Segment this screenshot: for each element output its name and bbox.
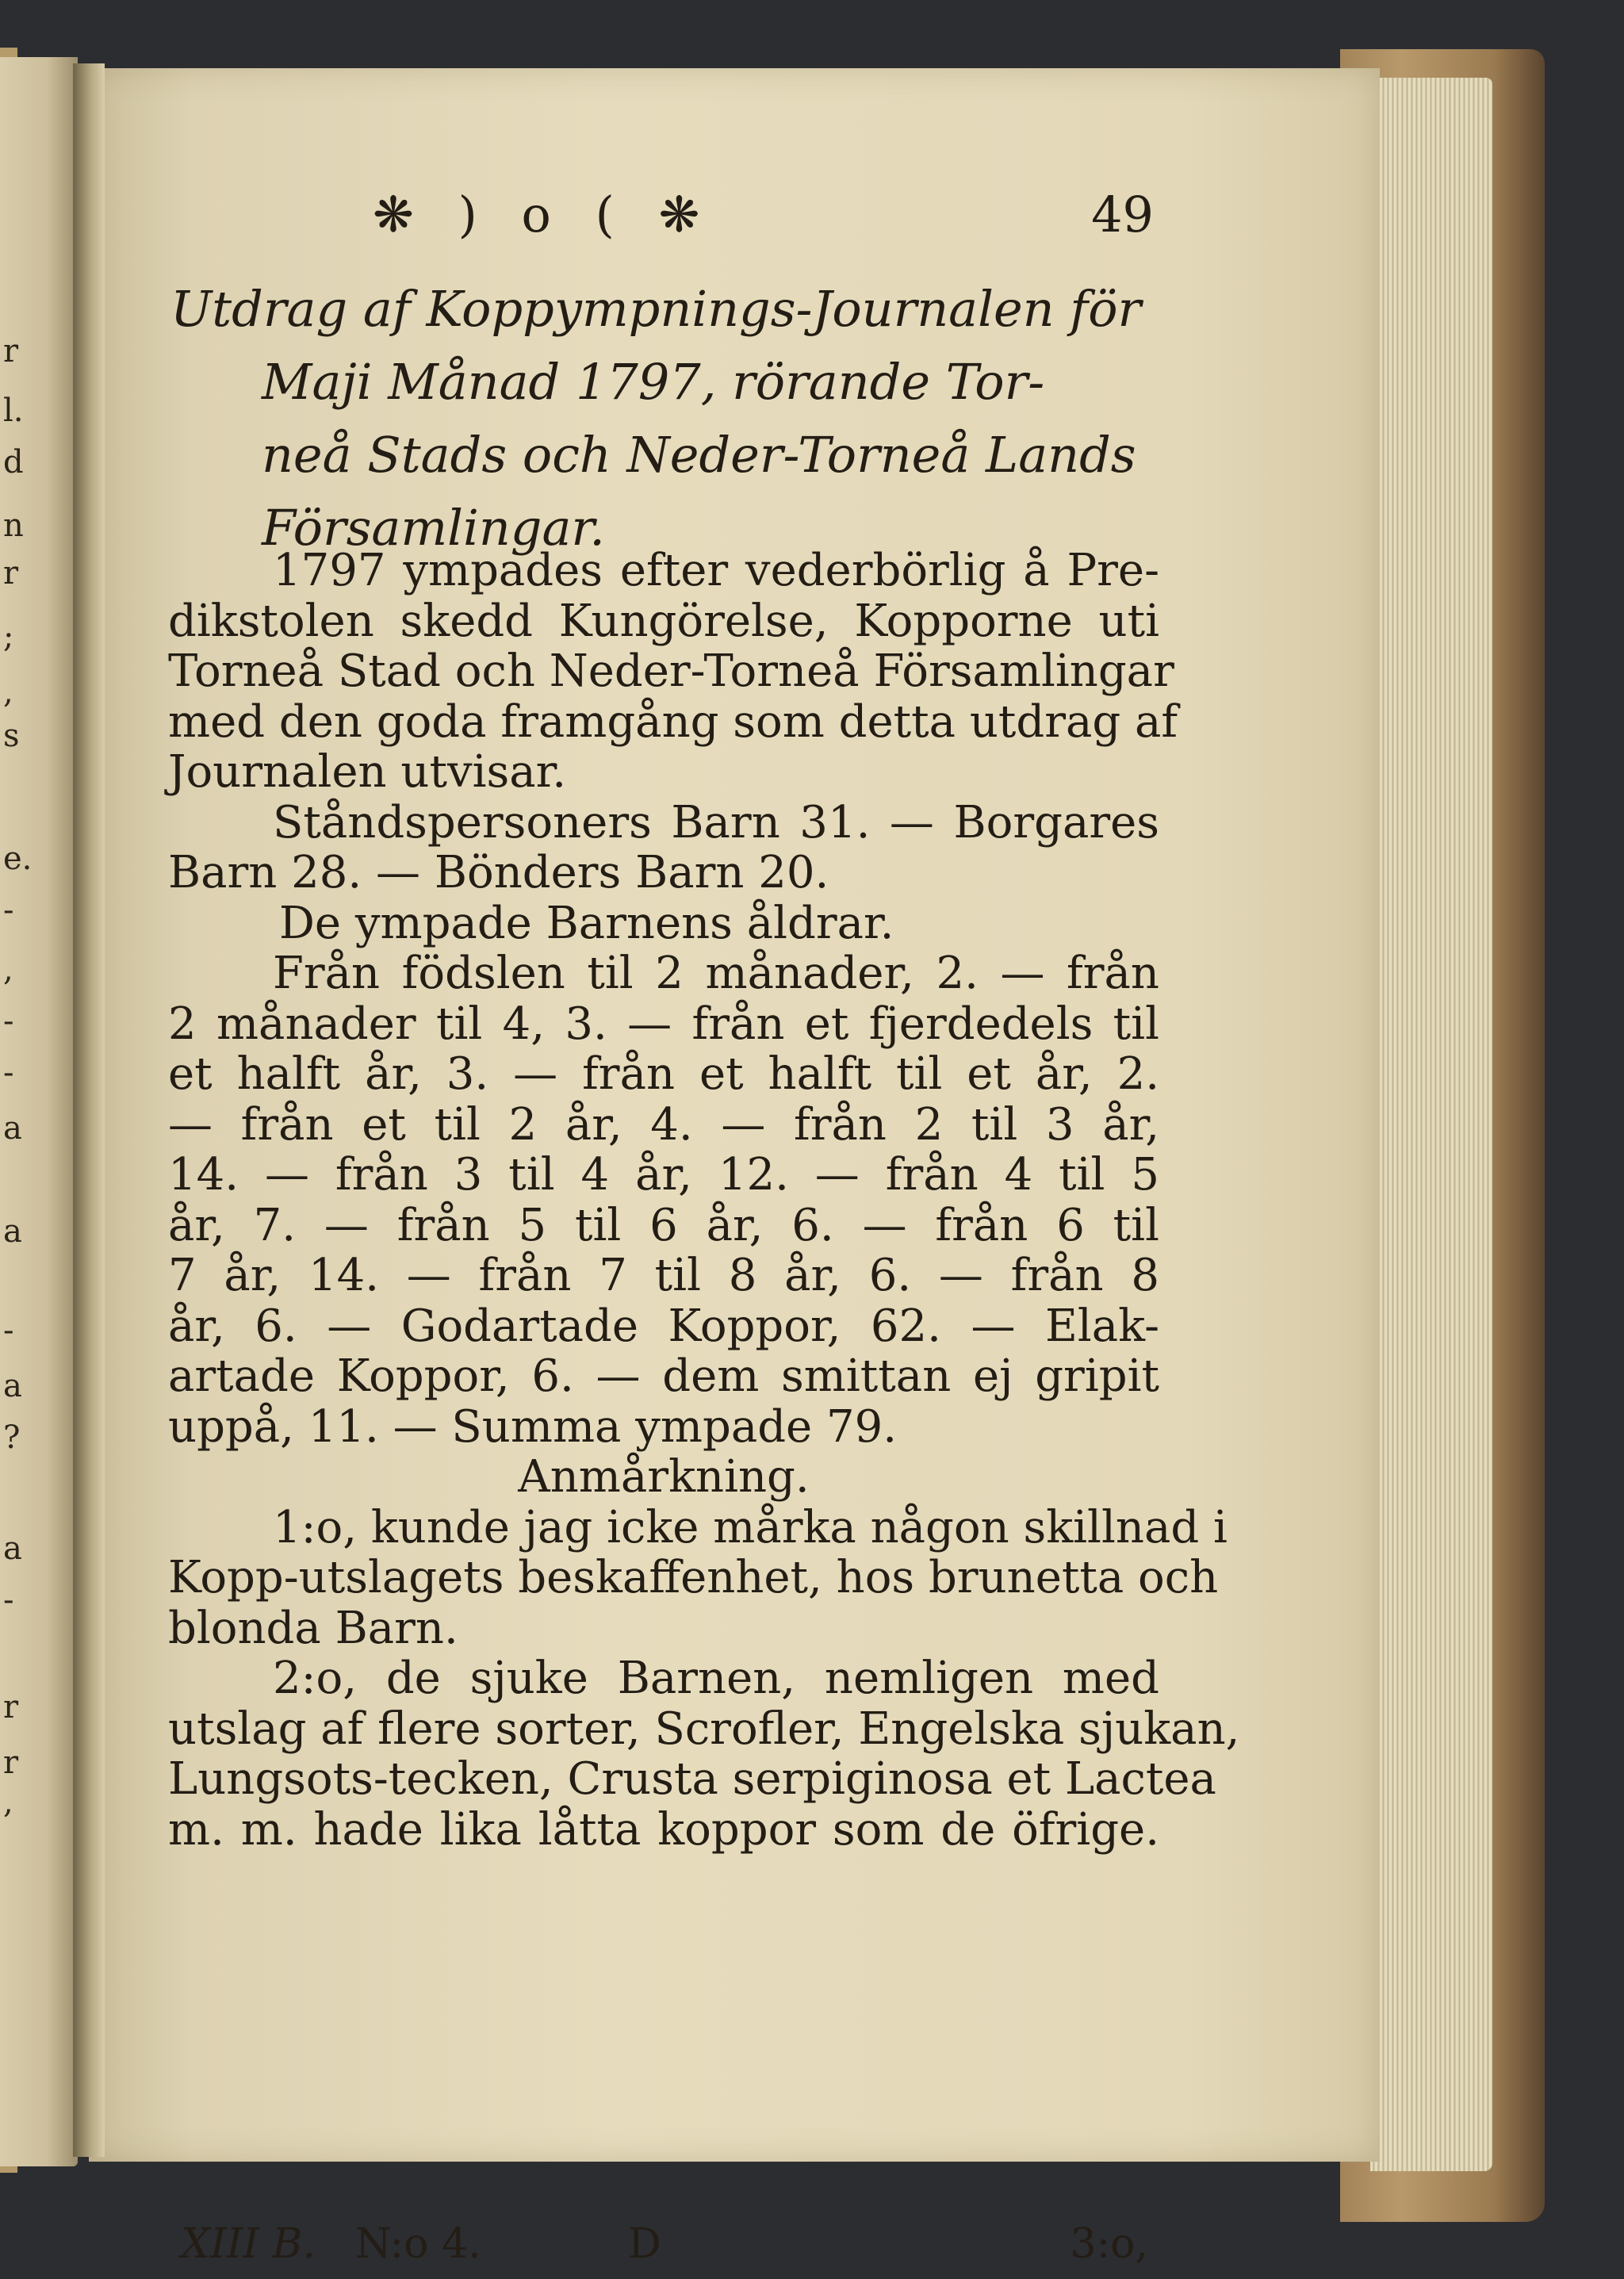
text-line: De ympade Barnens åldrar.	[279, 897, 894, 949]
margin-fragment: a	[3, 1213, 22, 1250]
text-line: blonda Barn.	[168, 1602, 458, 1654]
text-line: Kopp-utslagets beskaffenhet, hos brunetta och	[168, 1552, 1219, 1603]
signature-line	[173, 2220, 1156, 2276]
text-line: m. m. hade lika låtta koppor som de öfrige.	[168, 1803, 1159, 1856]
text-line: dikstolen skedd Kungörelse, Kopporne uti	[168, 595, 1159, 647]
margin-fragment: -	[3, 1003, 14, 1040]
margin-fragment: ?	[3, 1419, 21, 1456]
margin-fragment: r	[3, 333, 19, 370]
signature-letter: D	[628, 2220, 661, 2268]
margin-fragment: ,	[3, 952, 13, 988]
margin-fragment: r	[3, 1689, 19, 1726]
text-line: et halft år, 3. — från et halft til et år, 2.	[168, 1048, 1159, 1100]
margin-fragment: -	[3, 1582, 14, 1618]
text-line: 7 år, 14. — från 7 til 8 år, 6. — från 8	[168, 1250, 1159, 1301]
text-line: 1797 ympades efter vederbörlig å Pre-	[273, 545, 1159, 596]
text-line: Journalen utvisar.	[168, 746, 567, 798]
section-title	[170, 273, 1201, 565]
text-line: 1:o, kunde jag icke mårka någon skillnad i	[273, 1501, 1228, 1553]
margin-fragment: ,	[3, 674, 13, 711]
margin-fragment: l.	[3, 393, 24, 429]
text-line: 14. — från 3 til 4 år, 12. — från 4 til 5	[168, 1149, 1159, 1201]
text-line: Lungsots-tecken, Crusta serpiginosa et Lactea	[168, 1753, 1216, 1805]
margin-fragment: ,	[3, 1784, 13, 1821]
margin-fragment: -	[3, 1312, 14, 1349]
margin-fragment: -	[3, 1055, 14, 1091]
text-line: år, 6. — Godartade Koppor, 62. — Elak-	[168, 1300, 1159, 1352]
title-line: neå Stads och Neder-Torneå Lands	[262, 426, 1136, 484]
margin-fragment: ;	[3, 619, 14, 655]
title-line: Församlingar.	[262, 499, 605, 557]
subheading-anmarkning: Anmårkning.	[518, 1451, 810, 1503]
text-line: 2 månader til 4, 3. — från et fjerdedels til	[168, 998, 1159, 1050]
page-block-edge	[1370, 78, 1492, 2171]
margin-fragment: s	[3, 718, 20, 754]
text-line: år, 7. — från 5 til 6 år, 6. — från 6 til	[168, 1199, 1159, 1251]
text-line: med den goda framgång som detta utdrag af	[168, 695, 1178, 748]
text-line: uppå, 11. — Summa ympade 79.	[168, 1400, 898, 1453]
left-page-margin-text	[3, 0, 35, 2279]
margin-fragment: d	[3, 444, 24, 481]
text-line: Ståndspersoners Barn 31. — Borgares	[273, 796, 1159, 848]
running-header	[373, 186, 1154, 241]
text-line: artade Koppor, 6. — dem smittan ej gripit	[168, 1350, 1159, 1402]
margin-fragment: -	[3, 892, 14, 929]
margin-fragment: n	[3, 508, 24, 544]
margin-fragment: a	[3, 1110, 22, 1147]
body-text	[168, 545, 1240, 1856]
margin-fragment: r	[3, 555, 19, 592]
title-line: Utdrag af Koppympnings-Journalen för	[170, 280, 1142, 338]
text-line: utslag af flere sorter, Scrofler, Engelska sjukan,	[168, 1703, 1240, 1755]
margin-fragment: e.	[3, 841, 33, 877]
page-number: 49	[1091, 186, 1154, 243]
signature-volume: XIII B.	[181, 2220, 316, 2268]
signature-number: N:o 4.	[355, 2220, 481, 2268]
book-gutter	[73, 63, 105, 2157]
title-line: Maji Månad 1797, rörande Tor-	[262, 353, 1045, 411]
text-line: Barn 28. — Bönders Barn 20.	[168, 847, 829, 898]
text-line: Från födslen til 2 månader, 2. — från	[273, 948, 1159, 999]
text-line: Torneå Stad och Neder-Torneå Församlingar	[168, 645, 1174, 697]
catchword: 3:o,	[1070, 2220, 1148, 2268]
header-ornament: ❋ ) o ( ❋	[373, 186, 714, 243]
text-line: 2:o, de sjuke Barnen, nemligen med	[273, 1653, 1159, 1704]
margin-fragment: a	[3, 1368, 22, 1404]
margin-fragment: r	[3, 1745, 19, 1781]
margin-fragment: a	[3, 1530, 22, 1567]
text-line: — från et til 2 år, 4. — från 2 til 3 år,	[168, 1098, 1159, 1151]
